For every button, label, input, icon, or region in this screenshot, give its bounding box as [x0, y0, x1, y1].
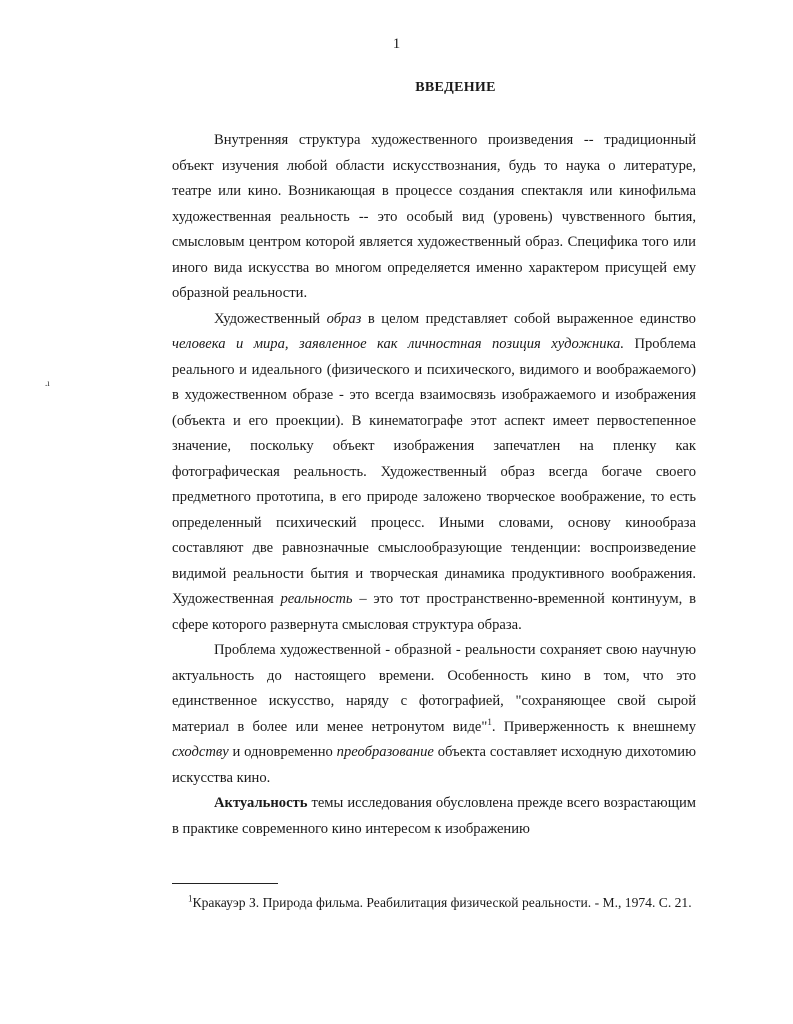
- footnote-mark: 1: [188, 893, 193, 904]
- paragraph-1: Внутренняя структура художественного произведения -- традиционный объект изучения любой области искусствознания, будь то наука о литературе, театре или кино. Возникающая в процессе создания спектакля или кинофильма художественная реальность -- это особый вид (уровень) чувственного бытия, смысловым центром которой является художественный образ. Специфика того или иного вида искусства во многом определяется именно характером присущей ему образной реальности.: [172, 132, 696, 301]
- paragraph-2: [172, 307, 696, 639]
- paragraph-2-part-c: в целом представляет собой выраженное единство: [361, 310, 696, 327]
- term-preobrazovanie: преобразование: [336, 744, 434, 760]
- paragraph-4: [172, 791, 696, 842]
- term-obraz: образ: [326, 310, 362, 327]
- footnote-reference[interactable]: 1: [487, 716, 492, 727]
- paragraph-3: [172, 638, 696, 791]
- margin-mark: .ı: [45, 378, 50, 388]
- paragraph-2-part-g: – это тот пространственно-временной континуум, в сфере которого развернута смысловая структура образа.: [172, 591, 696, 633]
- term-realnost: реальность: [280, 591, 353, 607]
- paragraph-3-part-a: Проблема художественной - образной - реальности сохраняет свою научную актуальность до настоящего времени. Особенность кино в том, что это единственное искусство, наряду с фотографией, "сохраняющее свой сырой материал в более или менее нетронутом виде": [172, 642, 696, 735]
- paragraph-3-part-b: . Приверженность к внешнему: [491, 718, 696, 735]
- footnote-divider: [172, 883, 278, 884]
- term-aktualnost: Актуальность: [214, 795, 308, 811]
- term-skhodstvu: сходству: [172, 744, 229, 760]
- page-number: 1: [392, 36, 401, 52]
- paragraph-4-part-b: темы исследования обусловлена прежде всего возрастающим в практике современного кино интересом к изображению: [172, 795, 696, 837]
- paragraph-2-part-a: Художественный: [214, 310, 327, 327]
- page-title: ВВЕДЕНИЕ: [415, 80, 496, 95]
- body-text: [172, 128, 696, 842]
- paragraph-3-part-d: и одновременно: [228, 744, 337, 760]
- paragraph-3-part-f: объекта составляет исходную дихотомию искусства кино.: [172, 744, 696, 786]
- footnote: [152, 890, 698, 915]
- paragraph-2-part-e: Проблема реального и идеального (физического и психического, видимого и воображаемого) в художественном образе - это всегда взаимосвязь изображаемого и изображения (объекта и его проекции). В кинематографе этот аспект имеет первостепенное значение, поскольку объект изображения запечатлен на пленку как фотографическая реальность. Художественный образ всегда богаче своего предметного прототипа, в его природе заложено творческое воображение, то есть определенный психический процесс. Иными словами, основу кинообраза составляют две равнозначные смыслообразующие тенденции: воспроизведение видимой реальности бытия и творческая динамика продуктивного воображения. Художественная: [172, 336, 697, 607]
- footnote-text: Кракауэр З. Природа фильма. Реабилитация физической реальности. - М., 1974. С. 21.: [192, 895, 692, 910]
- italic-phrase: человека и мира, заявленное как личностная позиция художника.: [172, 336, 624, 352]
